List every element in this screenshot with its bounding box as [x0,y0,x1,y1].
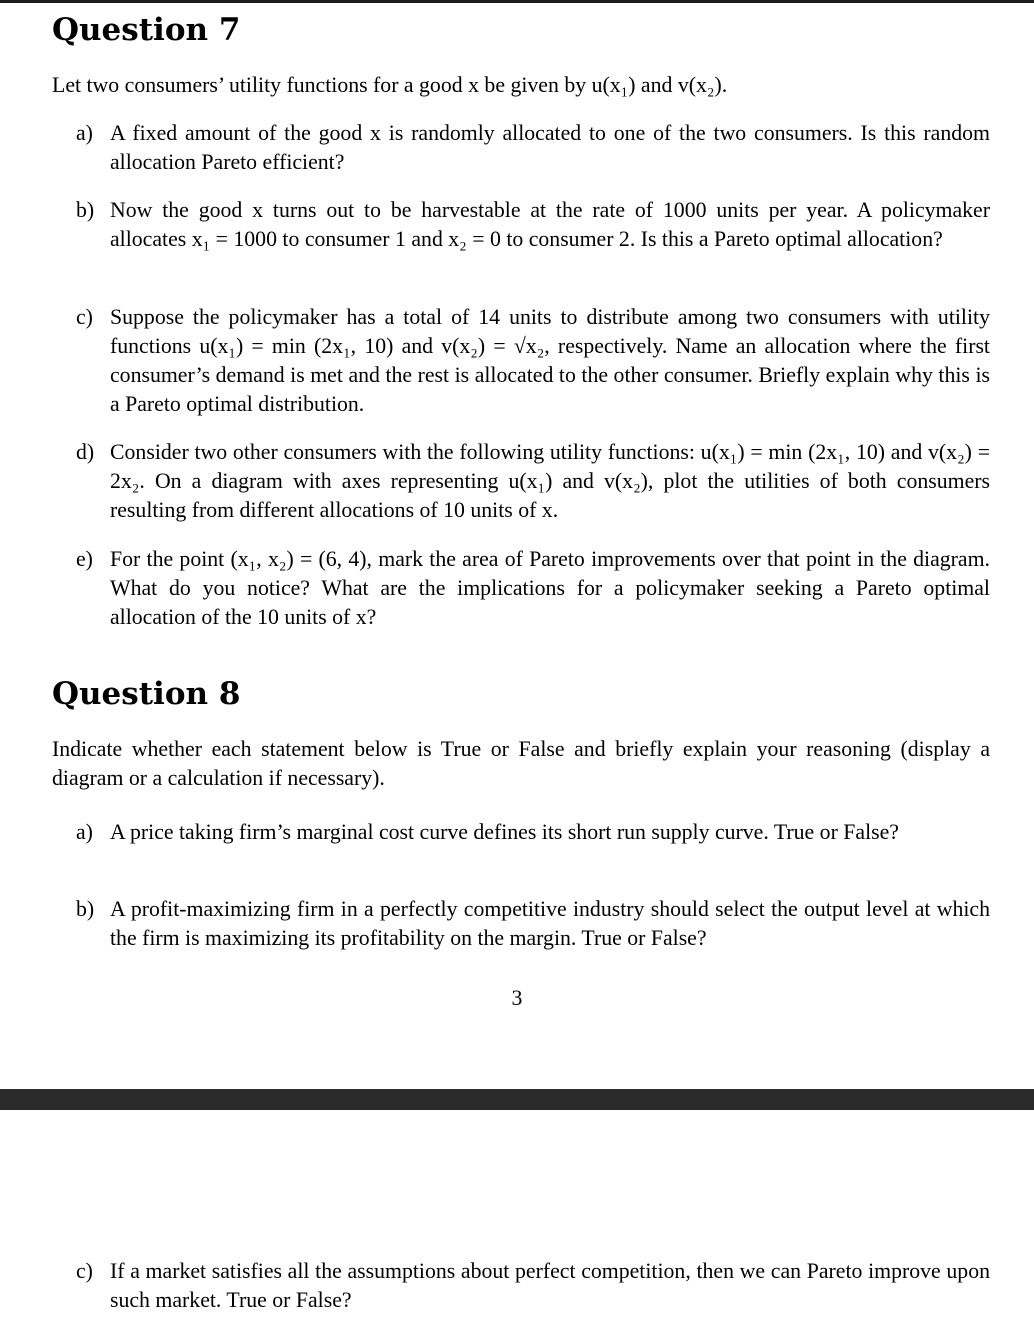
q7-item-a [76,119,990,177]
item-label: d) [76,440,95,464]
question-7-intro: Let two consumers’ utility functions for a good x be given by u(x₁) and v(x₂). [52,73,728,97]
page-break-band [0,1089,1034,1110]
item-text: A price taking firm’s marginal cost curve defines its short run supply curve. True or False? [110,820,899,844]
q7-item-d [76,438,990,525]
item-label: b) [76,897,95,921]
q7-item-b [76,196,990,254]
item-text: A profit-maximizing firm in a perfectly competitive industry should select the output level at which the firm is maximizing its profitability on the margin. True or False? [110,897,990,950]
item-text: A fixed amount of the good x is randomly allocated to one of the two consumers. Is this random allocation Pareto efficient? [110,121,990,174]
question-8-heading: Question 8 [52,676,241,712]
item-label: c) [76,305,93,329]
item-label: c) [76,1259,93,1283]
question-7-heading: Question 7 [52,12,241,48]
item-label: a) [76,820,93,844]
q8-item-c [76,1257,990,1315]
item-text: If a market satisfies all the assumptions about perfect competition, then we can Pareto improve upon such market. True or False? [110,1259,990,1312]
top-rule [0,0,1034,3]
item-label: e) [76,547,93,571]
q7-item-e [76,545,990,632]
page-number: 3 [511,986,523,1010]
item-text: For the point (x₁, x₂) = (6, 4), mark the area of Pareto improvements over that point in the diagram. What do you notice? What are the implications for a policymaker seeking a Pareto optimal allocation of the 10 units of x? [110,547,990,629]
item-label: a) [76,121,93,145]
item-label: b) [76,198,95,222]
q8-item-b [76,895,990,953]
item-text: Consider two other consumers with the following utility functions: u(x₁) = min (2x₁, 10) and v(x₂) = 2x₂. On a diagram with axes representing u(x₁) and v(x₂), plot the utilities of both consumers resulting from different allocations of 10 units of x. [110,440,990,522]
question-8-intro: Indicate whether each statement below is True or False and briefly explain your reasoning (display a diagram or a calculation if necessary). [52,737,990,790]
q7-item-c [76,303,990,419]
item-text: Now the good x turns out to be harvestable at the rate of 1000 units per year. A policymaker allocates x₁ = 1000 to consumer 1 and x₂ = 0 to consumer 2. Is this a Pareto optimal allocation? [110,198,990,251]
q8-item-a [76,818,990,847]
item-text: Suppose the policymaker has a total of 14 units to distribute among two consumers with utility functions u(x₁) = min (2x₁, 10) and v(x₂) = √x₂, respectively. Name an allocation where the first consumer’s demand is met and the rest is allocated to the other consumer. Briefly explain why this is a Pareto optimal distribution. [110,305,990,416]
